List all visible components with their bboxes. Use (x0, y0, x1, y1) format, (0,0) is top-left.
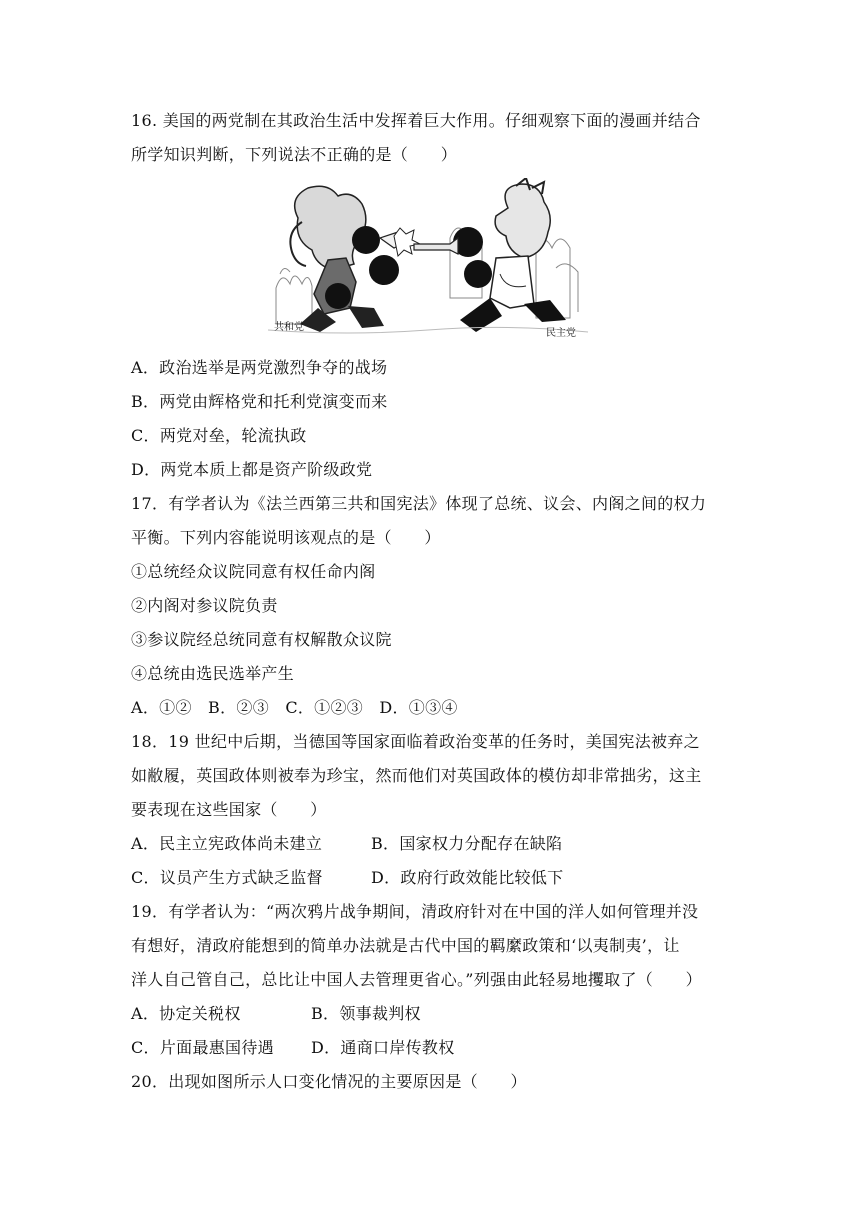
q19-stem-line2: 有想好，清政府能想到的简单办法就是古代中国的羁縻政策和‘以夷制夷’，让 (131, 936, 680, 955)
donkey-figure (460, 178, 566, 332)
q16-stem-line1: 16. 美国的两党制在其政治生活中发挥着巨大作用。仔细观察下面的漫画并结合 (131, 111, 701, 130)
q19-option-d: D．通商口岸传教权 (311, 1038, 455, 1057)
q18-option-d: D．政府行政效能比较低下 (371, 868, 564, 887)
q17-item-4: ④总统由选民选举产生 (131, 664, 295, 683)
q16-option-a: A．政治选举是两党激烈争夺的战场 (131, 358, 388, 377)
q19-option-c: C．片面最惠国待遇 (131, 1038, 274, 1057)
boxing-gloves (352, 226, 492, 288)
q16-stem-line2: 所学知识判断，下列说法不正确的是（ ） (131, 145, 458, 164)
q19-stem-line1: 19．有学者认为：“两次鸦片战争期间，清政府针对在中国的洋人如何管理并没 (131, 902, 699, 921)
q20-stem-line1: 20．出现如图所示人口变化情况的主要原因是（ ） (131, 1072, 527, 1091)
q17-stem-line1: 17．有学者认为《法兰西第三共和国宪法》体现了总统、议会、内阁之间的权力 (131, 494, 707, 513)
q16-option-d: D．两党本质上都是资产阶级政党 (131, 460, 373, 479)
q17-stem-line2: 平衡。下列内容能说明该观点的是（ ） (131, 528, 441, 547)
q18-stem-line1: 18．19 世纪中后期，当德国等国家面临着政治变革的任务时，美国宪法被弃之 (131, 732, 700, 751)
q16-option-c: C．两党对垒，轮流执政 (131, 426, 307, 445)
political-cartoon (268, 178, 590, 342)
q18-option-a: A．民主立宪政体尚未建立 (131, 834, 323, 853)
q17-item-3: ③参议院经总统同意有权解散众议院 (131, 630, 392, 649)
q17-item-2: ②内阁对参议院负责 (131, 596, 278, 615)
q17-item-1: ①总统经众议院同意有权任命内阁 (131, 562, 376, 581)
q18-option-b: B．国家权力分配存在缺陷 (371, 834, 563, 853)
q19-stem-line3: 洋人自己管自己，总比让中国人去管理更省心。”列强由此轻易地攫取了（ ） (131, 970, 702, 989)
q18-stem-line3: 要表现在这些国家（ ） (131, 800, 327, 819)
q19-option-a: A．协定关税权 (131, 1004, 241, 1023)
q18-option-c: C．议员产生方式缺乏监督 (131, 868, 323, 887)
cartoon-illustration (268, 178, 590, 342)
q17-options: A．①② B．②③ C．①②③ D．①③④ (131, 698, 458, 717)
q16-option-b: B．两党由辉格党和托利党演变而来 (131, 392, 388, 411)
q19-option-b: B．领事裁判权 (311, 1004, 421, 1023)
elephant-figure (290, 186, 384, 332)
q18-stem-line2: 如敝履，英国政体则被奉为珍宝，然而他们对英国政体的模仿却非常拙劣，这主 (131, 766, 702, 785)
cartoon-label-republican: 共和党 (274, 322, 304, 333)
cartoon-label-democrat: 民主党 (546, 328, 576, 339)
